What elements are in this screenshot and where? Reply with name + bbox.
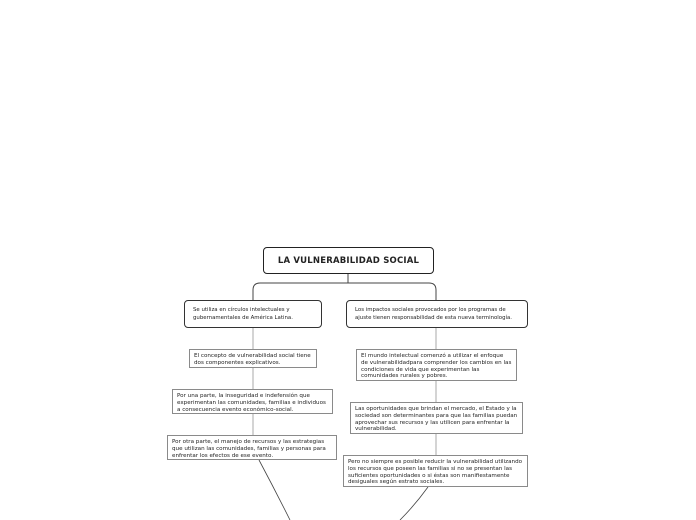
right-subtopic-3[interactable] [343, 455, 528, 487]
left-subtopic-1[interactable] [189, 349, 317, 368]
left-subtopic-1-label: El concepto de vulnerabilidad social tiene dos componentes explicativos. [194, 353, 311, 366]
right-subtopic-2-label: Las oportunidades que brindan el mercado, el Estado y la sociedad son determinantes para que las familias puedan aprovechar sus recursos y las utilicen para enfrentar la vulnerabilidad. [355, 406, 518, 433]
right-subtopic-2[interactable] [350, 402, 523, 434]
left-subtopic-2-label: Por una parte, la inseguridad e indefensión que experimentan las comunidades, familias e individuos a consecuencia evento económico-social. [177, 393, 326, 413]
connector-right-bottom [400, 487, 428, 520]
right-subtopic-1-label: El mundo intelectual comenzó a utilizar el enfoque de vulnerabilidadpara comprender los cambios en las condiciones de vida que experimentan las comunidades rurales y pobres. [361, 353, 512, 380]
left-main-topic[interactable] [184, 300, 322, 328]
left-subtopic-3-label: Por otra parte, el manejo de recursos y las estrategias que utilizan las comunidades, familias y personas para enfrentar los efectos de ese evento. [172, 439, 326, 459]
left-subtopic-2[interactable] [172, 389, 333, 414]
right-main-topic-label: Los impactos sociales provocados por los programas de ajuste tienen responsabilidad de esta nueva terminología. [355, 307, 513, 321]
right-subtopic-1[interactable] [356, 349, 517, 381]
central-topic[interactable] [263, 247, 434, 274]
left-main-topic-label: Se utiliza en círculos intelectuales y gubernamentales de América Latina. [193, 307, 293, 321]
central-topic-label: LA VULNERABILIDAD SOCIAL [277, 255, 420, 266]
connector-central-to-branches [253, 273, 436, 300]
right-main-topic[interactable] [346, 300, 528, 328]
connector-left-bottom [259, 460, 290, 520]
right-subtopic-3-label: Pero no siempre es posible reducir la vulnerabilidad utilizando los recursos que poseen las familias si no se presentan las suficientes oportunidades o si éstas son manifiestamente desiguales según estrato sociales. [348, 459, 523, 486]
left-subtopic-3[interactable] [167, 435, 337, 460]
